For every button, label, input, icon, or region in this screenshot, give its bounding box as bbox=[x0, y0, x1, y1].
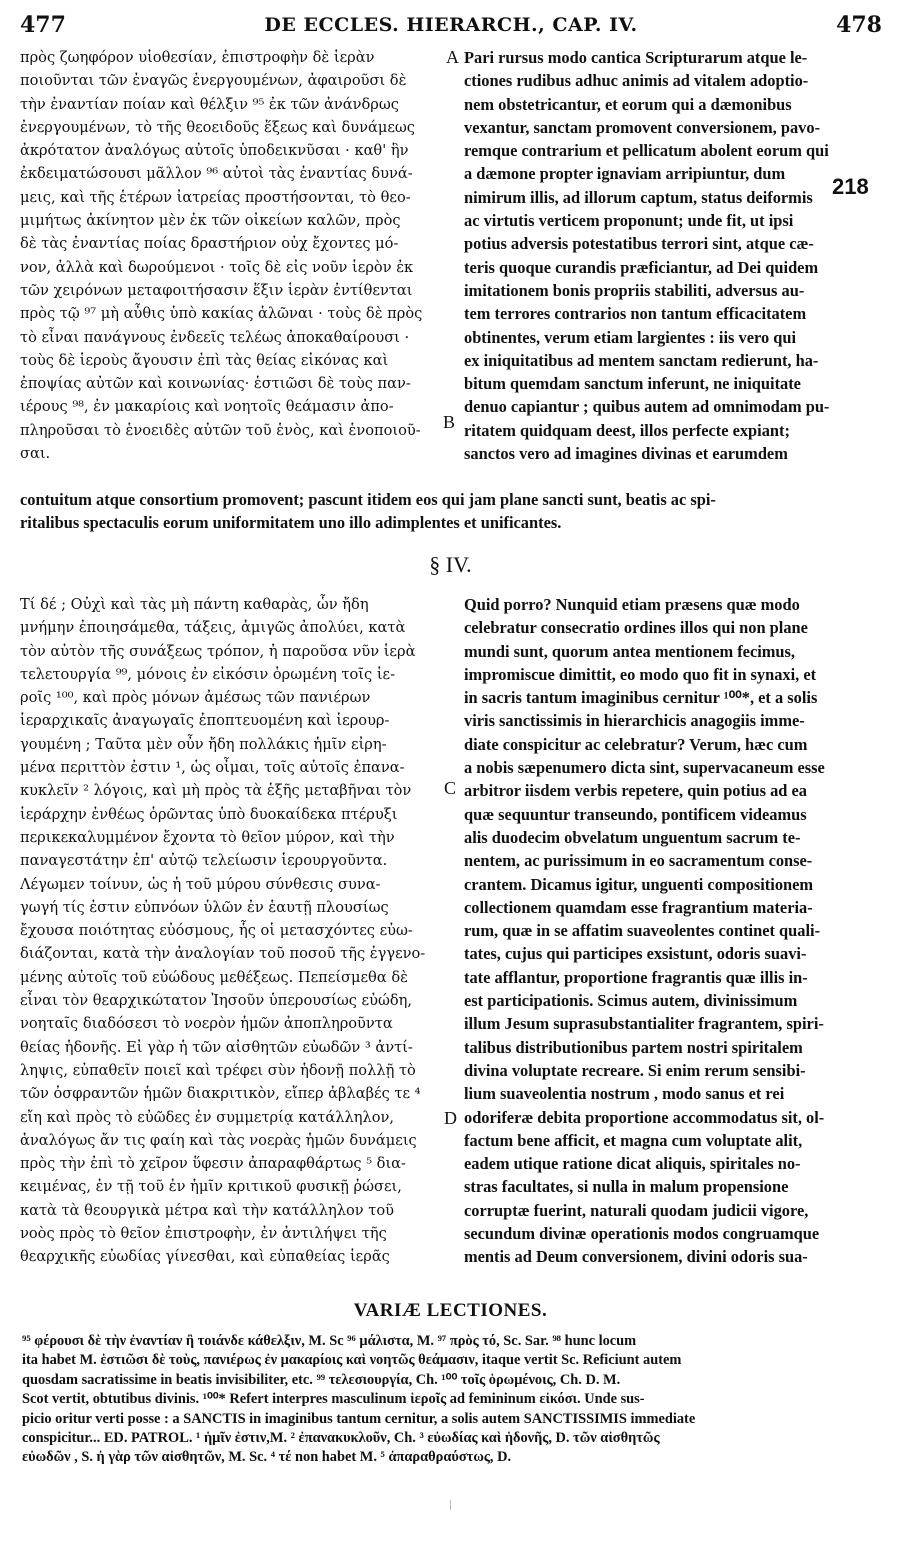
text-line: γουμένη ; Ταῦτα μὲν οὖν ἤδη πολλάκις ἡμῖν εἰρη- bbox=[20, 735, 387, 753]
text-line: θείας ἡδονῆς. Εἰ γὰρ ἡ τῶν αἰσθητῶν εὐωδῶν ³ ἀντί- bbox=[20, 1038, 413, 1056]
text-line: θεαρχικῆς εὐωδίας γίνεσθαι, καὶ εὐπαθείας ἱερᾶς bbox=[20, 1248, 390, 1266]
text-line: κατὰ τὰ θεουργικὰ μέτρα καὶ τὴν κατάλληλον τοῦ bbox=[20, 1201, 395, 1219]
text-line: ιέρους ⁹⁸, ἐν μακαρίοις καὶ νοητοῖς θεάμασιν ἀπο- bbox=[20, 398, 394, 416]
text-line: divina voluptate recreare. Si enim rerum sensibi- bbox=[464, 1060, 806, 1080]
text-line: potius adversis potestatibus terrori sint, atque cæ- bbox=[464, 234, 814, 254]
latin-column-top bbox=[464, 46, 834, 465]
text-line: mundi sunt, quorum antea mentionem fecimus, bbox=[464, 641, 796, 661]
text-line: περικεκαλυμμένον ἔχοντα τὸ θεῖον μύρον, καὶ τὴν bbox=[20, 828, 395, 846]
latin-column-bottom bbox=[464, 593, 882, 1269]
text-line: πρὸς τὴν ἐπὶ τὸ χεῖρον ὕφεσιν ἀπαραφθάρτως ⁵ δια- bbox=[20, 1155, 406, 1173]
text-line: ποιοῦνται τῶν ἐναγῶς ἐνεργουμένων, ἀφαιροῦσι δὲ bbox=[20, 72, 407, 90]
text-line: ex iniquitatibus ad mentem sanctam redierunt, ha- bbox=[464, 350, 819, 370]
greek-column-top bbox=[20, 46, 440, 465]
greek-column-bottom bbox=[20, 593, 440, 1269]
text-line: viris sanctissimis in hierarchicis anagogiis imme- bbox=[464, 711, 805, 731]
text-line: rum, quæ in se affatim suaveolentes continet quali- bbox=[464, 921, 821, 941]
text-line: tate afflantur, proportione fragrantis quæ illis in- bbox=[464, 967, 808, 987]
print-mark bbox=[450, 1500, 451, 1510]
text-line: ἐνεργουμένων, τὸ τῆς θεοειδοῦς ἕξεως καὶ δυνάμεως bbox=[20, 118, 415, 136]
text-line: impromiscue dimittit, eo modo quo fit in synaxi, et bbox=[464, 664, 817, 684]
text-line: remque contrarium et pellicatum abolent eorum qui bbox=[464, 141, 829, 161]
text-line: collectionem quamdam esse fragrantium materia- bbox=[464, 897, 813, 917]
text-line: γωγή τίς ἐστιν εὐπνόων ὑλῶν ἐν ἑαυτῇ πλουσίως bbox=[20, 898, 389, 916]
note-line: ⁹⁵ φέρουσι δὲ τὴν ἐναντίαν ἢ τοιάνδε κάθελξιν, M. Sc ⁹⁶ μάλιστα, M. ⁹⁷ πρὸς τό, Sc. Sar. ⁹⁸ hunc locum bbox=[22, 1333, 637, 1349]
margin-letter-c: C bbox=[444, 778, 457, 798]
text-line: ἐκδειματώσουσι μᾶλλον ⁹⁶ αὐτοὶ τὰς ἐναντίας δυνά- bbox=[20, 165, 413, 183]
text-line: stras facultates, si nulla in malum propensione bbox=[464, 1177, 789, 1197]
text-line: nem obstetricantur, et eorum qui a dæmonibus bbox=[464, 94, 792, 114]
text-line: diate conspicitur ac celebratur? Verum, hæc cum bbox=[464, 734, 808, 754]
text-line: ροῖς ¹⁰⁰, καὶ πρὸς μόνων ἀμέσως τῶν πανιέρων bbox=[20, 689, 371, 707]
text-line: μνήμην ἐποιησάμεθα, τάξεις, ἀμιγῶς ἀπολύει, κατὰ bbox=[20, 619, 406, 637]
note-line: Scot vertit, obtutibus divinis. ¹⁰⁰* Refert interpres masculinum ἱεροῖς ad femininum εἰκόσι. Unde sus- bbox=[22, 1391, 645, 1408]
text-line: sanctos vero ad imagines divinas et earumdem bbox=[464, 444, 788, 464]
text-line: ἀναλόγως ἄν τις φαίη καὶ τὰς νοερὰς ἡμῶν δυνάμεις bbox=[20, 1131, 417, 1149]
text-line: παναγεστάτην ἐπ' αὐτῷ τελείωσιν ἱερουργοῦντα. bbox=[20, 852, 388, 870]
note-line: conspicitur... ED. PATROL. ¹ ἡμῖν ἐστιν,M. ² ἐπανακυκλοῦν, Ch. ³ εὐωδίας καὶ ἡδονῆς, D. τῶν αἰσθητῶς bbox=[22, 1430, 660, 1447]
text-line: σαι. bbox=[20, 445, 51, 463]
text-line: teris quoque curandis præficiantur, ad Dei quidem bbox=[464, 257, 819, 277]
text-line: obtinentes, verum etiam largientes : iis vero qui bbox=[464, 327, 797, 347]
text-line: talibus distributionibus partem nostri spiritalem bbox=[464, 1037, 803, 1057]
text-line: πρὸς ζωηφόρον υἱοθεσίαν, ἐπιστροφὴν δὲ ἱερὰν bbox=[20, 49, 375, 66]
text-line: εἴη καὶ πρὸς τὸ εὐῶδες ἐν συμμετρίᾳ κατάλληλον, bbox=[20, 1108, 395, 1126]
text-line: alis duodecim obvelatum unguentum sacrum te- bbox=[464, 827, 801, 847]
text-line: imitationem bonis propriis stabiliti, adversus au- bbox=[464, 280, 805, 300]
text-line: ritalibus spectaculis eorum uniformitatem uno illo adimplentes et unificantes. bbox=[20, 513, 562, 533]
page-number-right: 478 bbox=[836, 12, 882, 38]
text-line: πληροῦσαι τὸ ἑνοειδὲς αὐτῶν τοῦ ἑνὸς, καὶ ἑνοποιοῦ- bbox=[20, 421, 421, 439]
text-line: τοὺς δὲ ἱεροὺς ἄγουσιν ἐπὶ τὰς θείας εἰκόνας καὶ bbox=[20, 351, 389, 369]
text-line: νοηταῖς διαδόσεσι τὸ νοερὸν ἡμῶν ἀποπληροῦντα bbox=[20, 1015, 393, 1033]
text-line: Τί δέ ; Οὐχὶ καὶ τὰς μὴ πάντη καθαρὰς, ὧν ἤδη bbox=[20, 596, 369, 613]
text-line: crantem. Dicamus igitur, unguenti compositionem bbox=[464, 874, 814, 894]
text-line: ctiones rudibus adhuc animis ad vitalem adoptio- bbox=[464, 71, 809, 91]
text-line: tates, cujus qui participes exsistunt, odoris suavi- bbox=[464, 944, 807, 964]
text-line: τῶν ὀσφραντῶν ἡμῶν διακριτικὸν, εἴπερ ἀβλαβές τε ⁴ bbox=[20, 1085, 421, 1103]
text-line: ac virtutis verticem proponunt; unde fit, ut ipsi bbox=[464, 211, 794, 231]
text-line: διάζονται, κατὰ τὴν ἀναλογίαν τοῦ ποσοῦ τῆς ἐγγενο- bbox=[20, 945, 426, 963]
text-line: κειμένας, ἐν τῇ τοῦ ἐν ἡμῖν κριτικοῦ φυσικῇ ῥώσει, bbox=[20, 1178, 402, 1196]
note-line: εὐωδῶν , S. ἡ γὰρ τῶν αἰσθητῶν, M. Sc. ⁴ τέ non habet M. ⁵ ἀπαραθραύστως, D. bbox=[22, 1449, 512, 1466]
text-line: secundum divinæ operationis modos congruamque bbox=[464, 1224, 820, 1244]
text-line: est participationis. Scimus autem, divinissimum bbox=[464, 991, 798, 1011]
text-line: τὴν ἐναντίαν ποίαν καὶ θέλξιν ⁹⁵ ἐκ τῶν ἀνάνδρως bbox=[20, 95, 399, 113]
text-line: illum Jesum suprasubstantialiter fragrantem, spiri- bbox=[464, 1014, 824, 1034]
variant-readings bbox=[22, 1332, 882, 1468]
text-line: νον, ἀλλὰ καὶ δωρούμενοι · τοῖς δὲ εἰς νοῦν ἱερὸν ἐκ bbox=[20, 258, 414, 276]
text-line: Λέγωμεν τοίνυν, ὡς ἡ τοῦ μύρου σύνθεσις συνα- bbox=[20, 875, 381, 893]
margin-letter-a: A bbox=[446, 47, 459, 67]
text-line: lium suaveolentia nostrum , modo sanus et rei bbox=[464, 1084, 785, 1104]
text-line: μένα περιττὸν ἐστιν ¹, ὡς οἶμαι, τοῖς αὐτοῖς ἐπανα- bbox=[20, 759, 405, 777]
running-title: DE ECCLES. HIERARCH., CAP. IV. bbox=[264, 14, 638, 36]
text-line: odoriferæ debita proportione accommodatus sit, ol- bbox=[464, 1107, 825, 1127]
text-line: nimirum illis, ad illorum captum, status deiformis bbox=[464, 187, 813, 207]
margin-letter-d: D bbox=[444, 1108, 457, 1128]
text-line: ἀκρότατον ἀναλόγως αὐτοῖς ὑποδεικνῦσαι · καθ' ἣν bbox=[20, 142, 409, 160]
text-line: quæ sequuntur transeundo, pontificem videamus bbox=[464, 804, 807, 824]
text-line: μεις, καὶ τῆς ἑτέρων ἰατρείας προστήσονται, τὸ θεο- bbox=[20, 188, 411, 206]
text-line: a dæmone propter ignaviam arripiuntur, dum bbox=[464, 164, 786, 184]
note-line: picio oritur verti posse : a SANCTIS in imaginibus tantum cernitur, a solis autem SANCTISSIMIS immediate bbox=[22, 1410, 696, 1427]
section-title: § IV. bbox=[429, 552, 472, 577]
text-line: mentis ad Deum conversionem, divini odoris sua- bbox=[464, 1247, 808, 1267]
text-line: τῶν χειρόνων μεταφοιτήσασιν ἕξιν ἱερὰν ἐντίθενται bbox=[20, 281, 413, 299]
text-line: ἔχουσα ποιότητας εὐόσμους, ἧς οἱ μετασχόντες εὐω- bbox=[20, 922, 413, 940]
text-line: factum bene afficit, et magna cum voluptate alit, bbox=[464, 1130, 803, 1150]
text-line: Pari rursus modo cantica Scripturarum atque le- bbox=[464, 48, 808, 67]
text-line: arbitror iisdem verbis repetere, quin potius ad ea bbox=[464, 781, 807, 801]
text-line: τελετουργία ⁹⁹, μόνοις ἐν εἰκόσιν ὁρωμένη τοῖς ἱε- bbox=[20, 665, 396, 683]
text-line: μιμήτως ἀκίνητον μὲν ἐκ τῶν οἰκείων καλῶν, πρὸς bbox=[20, 212, 401, 230]
text-line: in sacris tantum imaginibus cernitur ¹⁰⁰*, et a solis bbox=[464, 688, 818, 708]
text-line: vexantur, sanctam promovent conversionem, pavo- bbox=[464, 117, 821, 137]
latin-full-width bbox=[20, 488, 882, 535]
note-line: quosdam sacratissime in beatis invisibiliter, etc. ⁹⁹ τελεσιουργία, Ch. ¹⁰⁰ τοῖς ὁρωμένοις, Ch. D. M. bbox=[22, 1371, 621, 1388]
text-line: a nobis sæpenumero dicta sint, supervacaneum esse bbox=[464, 758, 825, 778]
text-line: bitum quemdam sanctum inferunt, ne iniquitate bbox=[464, 374, 801, 394]
text-line: contuitum atque consortium promovent; pascunt itidem eos qui jam plane sancti sunt, beatis ac spi- bbox=[20, 490, 716, 509]
text-line: τὸν αὐτὸν τῆς συνάξεως τρόπον, ἡ παροῦσα νῦν ἱερὰ bbox=[20, 642, 416, 660]
variae-lectiones-title: VARIÆ LECTIONES. bbox=[353, 1300, 548, 1321]
text-line: denuo capiantur ; quibus autem ad omnimodam pu- bbox=[464, 397, 830, 417]
text-line: nentem, ac purissimum in eo sacramentum conse- bbox=[464, 851, 813, 871]
running-header bbox=[20, 12, 882, 42]
text-line: Quid porro? Nunquid etiam præsens quæ modo bbox=[464, 595, 800, 614]
text-line: ληψις, εὐπαθεῖν ποιεῖ καὶ τρέφει σὺν ἡδονῇ πολλῇ τὸ bbox=[20, 1061, 416, 1079]
text-line: eadem utique ratione dicat aliquis, spiritales no- bbox=[464, 1154, 801, 1174]
margin-letter-b: B bbox=[443, 412, 456, 432]
text-line: κυκλεῖν ² λόγοις, καὶ μὴ πρὸς τὰ ἑξῆς μεταβῆναι τὸν bbox=[20, 782, 412, 800]
text-line: νοὸς πρὸς τὸ θεῖον ἐπιστροφὴν, ἐν ἀντιλήψει τῆς bbox=[20, 1225, 387, 1243]
text-line: celebratur consecratio ordines illos qui non plane bbox=[464, 618, 808, 638]
text-line: ἱεραρχικαῖς ἀναγωγαῖς ἐποπτευομένη καὶ ἱερουρ- bbox=[20, 712, 390, 730]
text-line: corruptæ fuerint, naturali quodam judicii vigore, bbox=[464, 1200, 809, 1220]
text-line: ritatem quidquam deest, illos perfecte expiant; bbox=[464, 420, 790, 440]
text-line: ἐποψίας αὐτῶν καὶ κοινωνίας· ἑστιῶσι δὲ τοὺς παν- bbox=[20, 375, 411, 393]
text-line: μένης αὐτοῖς τοῦ εὐώδους μεθέξεως. Πεπείσμεθα δὲ bbox=[20, 968, 408, 986]
note-line: ita habet M. ἑστιῶσι δὲ τοὺς, πανιέρως ἐν μακαρίοις καὶ νοητῶς θεάμασιν, itaque vertit Sc. Reficiunt autem bbox=[22, 1352, 682, 1369]
page-number-left: 477 bbox=[20, 12, 66, 38]
column-number: 218 bbox=[832, 174, 869, 199]
text-line: πρὸς τῷ ⁹⁷ μὴ αὖθις ὑπὸ κακίας ἁλῶναι · τοὺς δὲ πρὸς bbox=[20, 305, 423, 323]
text-line: tem terrores contrarios non tantum efficacitatem bbox=[464, 304, 807, 324]
text-line: εἶναι τὸν θεαρχικώτατον Ἰησοῦν ὑπερουσίως εὐώδη, bbox=[20, 992, 413, 1010]
text-line: ἱεράρχην ἐνθέως ὁρῶντας ὑπὸ δυοκαίδεκα πτέρυξι bbox=[20, 805, 398, 823]
text-line: δὲ τὰς ἐναντίας ποίας δραστήριον οὐχ ἔχοντες μό- bbox=[20, 235, 399, 253]
text-line: τὸ εἶναι πανάγνους ἐνδεεῖς τελέως ἀποκαθαίρουσι · bbox=[20, 328, 410, 346]
